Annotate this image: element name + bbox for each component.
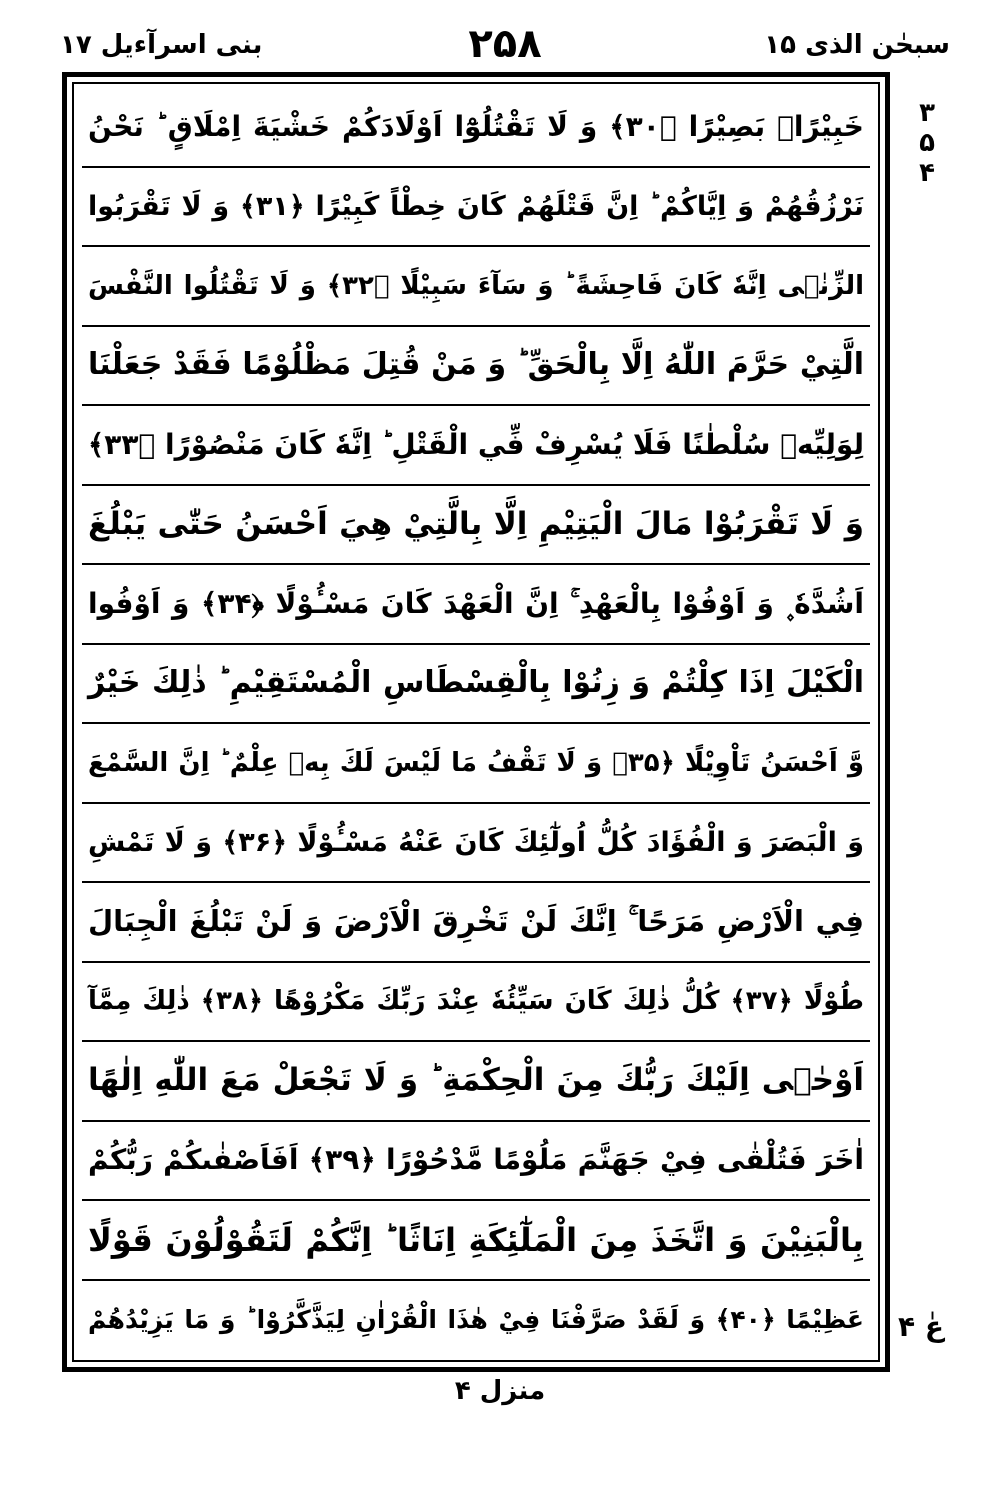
text-line-content: اَشُدَّهٗ ۪ وَ اَوْفُوْا بِالْعَهْدِ ۚ اِنَّ الْعَهْدَ كَانَ مَسْـُٔوْلًا ﴿۳۴﴾ وَ اَوْفُوا — [88, 586, 864, 620]
manzil-footer: منزل ۴ — [454, 1376, 546, 1406]
text-line-content: الزِّنٰۤى اِنَّهٗ كَانَ فَاحِشَةً ؕ وَ سَآءَ سَبِيْلًا ﴿۳۲﴾ وَ لَا تَقْتُلُوا النَّفْسَ — [88, 270, 865, 301]
text-line — [82, 168, 870, 248]
text-line — [82, 645, 870, 725]
text-line-content: وَ لَا تَقْرَبُوْا مَالَ الْيَتِيْمِ اِلَّا بِالَّتِيْ هِيَ اَحْسَنُ حَتّٰى يَبْلُغَ — [88, 505, 864, 542]
text-line-content: وَّ اَحْسَنُ تَاْوِيْلًا ﴿۳۵﴾ وَ لَا تَقْفُ مَا لَيْسَ لَكَ بِهٖ عِلْمٌ ؕ اِنَّ السَّمْعَ — [88, 747, 864, 778]
text-line — [82, 1201, 870, 1281]
surah-name: بنی اسرآءیل ۱۷ — [60, 30, 263, 60]
text-line — [82, 486, 870, 566]
text-line-content: اَوْحٰۤى اِلَيْكَ رَبُّكَ مِنَ الْحِكْمَةِ ؕ وَ لَا تَجْعَلْ مَعَ اللّٰهِ اِلٰهًا — [88, 1062, 864, 1099]
text-line — [82, 406, 870, 486]
text-line-content: نَرْزُقُهُمْ وَ اِيَّاكُمْ ؕ اِنَّ قَتْلَهُمْ كَانَ خِطْاً كَبِيْرًا ﴿۳۱﴾ وَ لَا تَقْرَبُوا — [88, 190, 864, 222]
text-line-content: بِالْبَنِيْنَ وَ اتَّخَذَ مِنَ الْمَلٰٓئِكَةِ اِنَاثًا ؕ اِنَّكُمْ لَتَقُوْلُوْنَ قَوْلًا — [88, 1220, 864, 1259]
text-line — [82, 804, 870, 884]
text-line — [82, 1042, 870, 1122]
text-line-content: لِوَلِيِّهٖ سُلْطٰنًا فَلَا يُسْرِفْ فِّي الْقَتْلِ ؕ اِنَّهٗ كَانَ مَنْصُوْرًا ﴿۳۳﴾ — [87, 427, 864, 461]
text-line — [82, 327, 870, 407]
text-line-content: فِي الْاَرْضِ مَرَحًا ۚ اِنَّكَ لَنْ تَخْرِقَ الْاَرْضَ وَ لَنْ تَبْلُغَ الْجِبَالَ — [88, 904, 864, 939]
text-line — [82, 1122, 870, 1202]
page-number: ۲۵۸ — [468, 21, 542, 67]
text-line — [82, 883, 870, 963]
text-line-content: طُوْلًا ﴿۳۷﴾ كُلُّ ذٰلِكَ كَانَ سَيِّئُهٗ عِنْدَ رَبِّكَ مَكْرُوْهًا ﴿۳۸﴾ ذٰلِكَ مِمَّآ — [88, 986, 864, 1017]
text-line-content: الْكَيْلَ اِذَا كِلْتُمْ وَ زِنُوْا بِالْقِسْطَاسِ الْمُسْتَقِيْمِ ؕ ذٰلِكَ خَيْرٌ — [88, 665, 864, 701]
text-line-content: الَّتِيْ حَرَّمَ اللّٰهُ اِلَّا بِالْحَقِّ ؕ وَ مَنْ قُتِلَ مَظْلُوْمًا فَقَدْ جَعَلْنَا — [88, 347, 864, 383]
text-line-content: اٰخَرَ فَتُلْقٰى فِيْ جَهَنَّمَ مَلُوْمًا مَّدْحُوْرًا ﴿۳۹﴾ اَفَاَصْفٰىكُمْ رَبُّكُمْ — [88, 1143, 864, 1177]
text-line — [82, 724, 870, 804]
text-line — [82, 247, 870, 327]
ruku-marker: عٰ ۴ — [890, 1310, 951, 1343]
text-body — [82, 88, 870, 1358]
text-line-content: خَبِيْرًاۢ بَصِيْرًا ﴿۳۰﴾ وَ لَا تَقْتُلُوْٓا اَوْلَادَكُمْ خَشْيَةَ اِمْلَاقٍ ؕ نَحْنُ — [88, 109, 864, 143]
margin-marker: ۳۵۴ — [912, 98, 942, 188]
text-line-content: عَظِيْمًا ﴿۴۰﴾ وَ لَقَدْ صَرَّفْنَا فِيْ هٰذَا الْقُرْاٰنِ لِيَذَّكَّرُوْا ؕ وَ مَا يَزِيْدُهُمْ — [88, 1304, 865, 1334]
page-header — [60, 22, 950, 72]
text-line — [82, 1281, 870, 1359]
text-line — [82, 565, 870, 645]
text-line-content: وَ الْبَصَرَ وَ الْفُؤَادَ كُلُّ اُولٰٓئِكَ كَانَ عَنْهُ مَسْـُٔوْلًا ﴿۳۶﴾ وَ لَا تَمْشِ — [88, 826, 864, 858]
text-line — [82, 963, 870, 1043]
text-line — [82, 88, 870, 168]
para-name: سبحٰن الذی ۱۵ — [764, 30, 950, 60]
